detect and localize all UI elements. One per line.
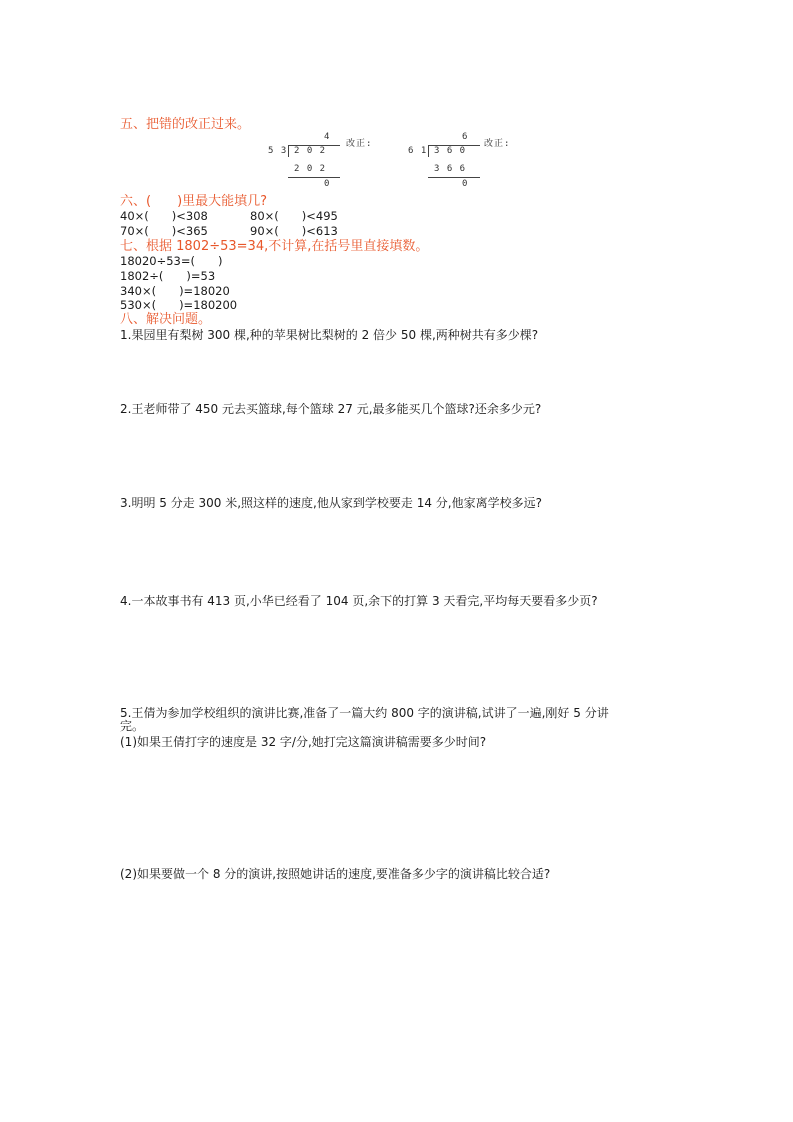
question-5-sub2: (2)如果要做一个 8 分的演讲,按照她讲话的速度,要准备多少字的演讲稿比较合适? [120, 867, 551, 881]
question-1: 1.果园里有梨树 300 棵,种的苹果树比梨树的 2 倍少 50 棵,两种树共有多少棵? [120, 328, 539, 342]
section5-heading: 五、把错的改正过来。 [120, 117, 251, 132]
product: 2 0 2 [294, 164, 327, 174]
question-5-line1: 5.王倩为参加学校组织的演讲比赛,准备了一篇大约 800 字的演讲稿,试讲了一遍,刚好 5 分讲 [120, 706, 609, 720]
section7-item: 1802÷( )=53 [120, 269, 216, 283]
remainder: 0 [324, 179, 331, 189]
section6-item: 70×( )<365 [120, 224, 208, 238]
quotient: 6 [462, 132, 469, 142]
question-5-line2: 完。 [120, 719, 145, 733]
product: 3 6 6 [434, 164, 467, 174]
question-3: 3.明明 5 分走 300 米,照这样的速度,他从家到学校要走 14 分,他家离学校多远? [120, 496, 542, 510]
quotient: 4 [324, 132, 331, 142]
remainder: 0 [462, 179, 469, 189]
correction-mark: 改正: [346, 139, 373, 149]
division-problem-2 [408, 132, 528, 192]
section7-item: 18020÷53=( ) [120, 254, 223, 268]
division-problem-1 [268, 132, 388, 192]
divisor: 6 1 [408, 146, 428, 156]
section7-heading: 七、根据 1802÷53=34,不计算,在括号里直接填数。 [120, 239, 429, 254]
section8-heading: 八、解决问题。 [120, 312, 212, 327]
question-4: 4.一本故事书有 413 页,小华已经看了 104 页,余下的打算 3 天看完,平均每天要看多少页? [120, 594, 598, 608]
dividend: 2 0 2 [294, 146, 327, 156]
section6-heading: 六、( )里最大能填几? [120, 194, 268, 209]
section7-item: 530×( )=180200 [120, 298, 238, 312]
section6-item: 80×( )<495 [250, 209, 338, 223]
divisor: 5 3 [268, 146, 288, 156]
section6-item: 90×( )<613 [250, 224, 338, 238]
section6-item: 40×( )<308 [120, 209, 208, 223]
question-2: 2.王老师带了 450 元去买篮球,每个篮球 27 元,最多能买几个篮球?还余多少元? [120, 402, 542, 416]
dividend: 3 6 0 [434, 146, 467, 156]
section7-item: 340×( )=18020 [120, 284, 230, 298]
question-5-sub1: (1)如果王倩打字的速度是 32 字/分,她打完这篇演讲稿需要多少时间? [120, 735, 487, 749]
correction-mark: 改正: [484, 139, 511, 149]
